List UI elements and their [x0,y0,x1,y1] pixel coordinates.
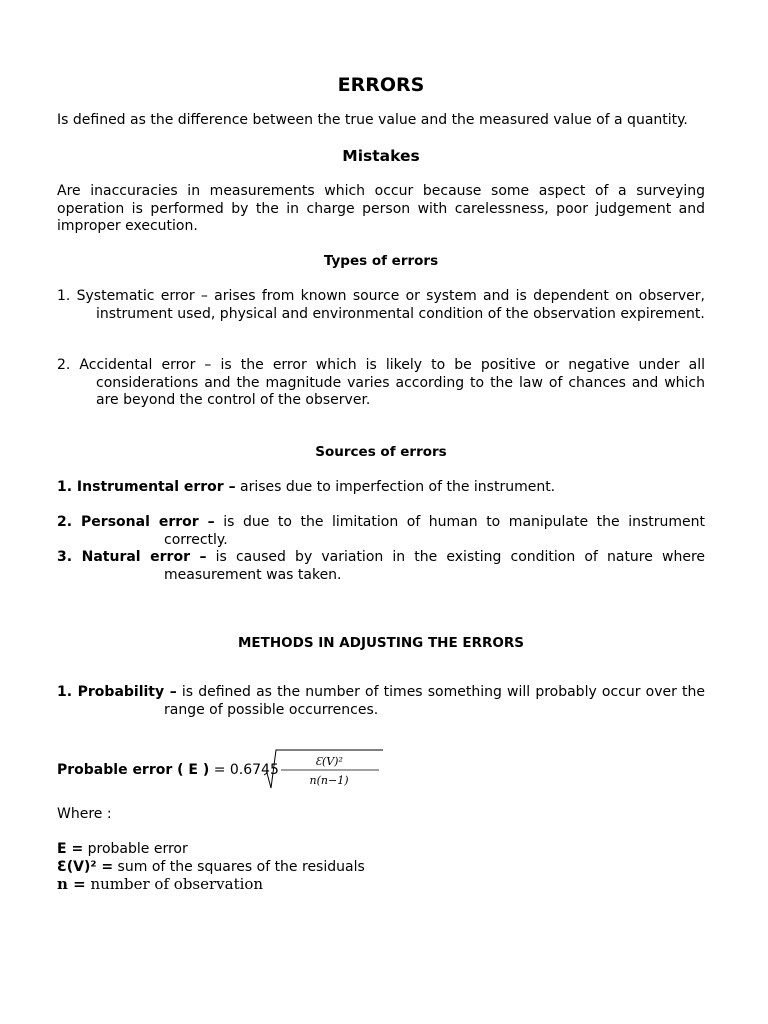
mistakes-heading: Mistakes [342,147,420,165]
formula-label-line [57,762,279,778]
def-term: Ɛ(V)² = [57,859,114,875]
source-term: 1. Instrumental error – [57,479,236,495]
def-text: probable error [83,841,188,857]
source-text: arises due to imperfection of the instrument. [235,479,556,495]
def-number-observation [57,876,705,894]
where-label: Where : [57,806,112,822]
formula-label: Probable error ( E ) [57,762,210,778]
source-text: is caused by variation in the existing condition of nature where measurement was taken. [164,549,706,583]
def-text: sum of the squares of the residuals [113,859,365,875]
source-item-instrumental [57,479,705,497]
errors-definition: Is defined as the difference between the true value and the measured value of a quantity. [57,112,688,128]
page-title: ERRORS [337,74,425,96]
formula-numerator: Ɛ(V)² [315,755,343,768]
source-term: 2. Personal error – [57,514,215,530]
probability-item [57,684,705,719]
types-item-accidental: 2. Accidental error – is the error which is likely to be positive or negative under all considerations and the magnitude varies according to the law of chances and which are beyond the control of the observer. [57,357,705,408]
source-item-personal [57,514,705,549]
source-text: is due to the limitation of human to manipulate the instrument correctly. [164,514,705,548]
probability-text: is defined as the number of times something will probably occur over the range of possible occurrences. [164,684,706,718]
formula-denominator: n(n−1) [309,774,349,787]
mistakes-text: Are inaccuracies in measurements which occur because some aspect of a surveying operation is performed by the in charge person with carelessness, poor judgement and improper execution. [57,183,705,234]
square-root-fraction [263,748,393,792]
probable-error-formula [57,748,457,792]
formula-equals: = 0.6745 [209,762,279,778]
source-item-natural [57,549,705,584]
def-probable-error [57,841,705,859]
probability-term: 1. Probability – [57,684,177,700]
def-term: E = [57,841,84,857]
sources-heading: Sources of errors [315,444,447,460]
def-term: n = [57,875,86,893]
methods-heading: METHODS IN ADJUSTING THE ERRORS [238,635,524,651]
def-text: number of observation [85,875,264,893]
source-term: 3. Natural error – [57,549,207,565]
types-item-systematic: 1. Systematic error – arises from known source or system and is dependent on observer, instrument used, physical and environmental condition of the observation expirement. [57,288,705,322]
types-heading: Types of errors [323,253,439,269]
def-sum-squares [57,859,705,877]
